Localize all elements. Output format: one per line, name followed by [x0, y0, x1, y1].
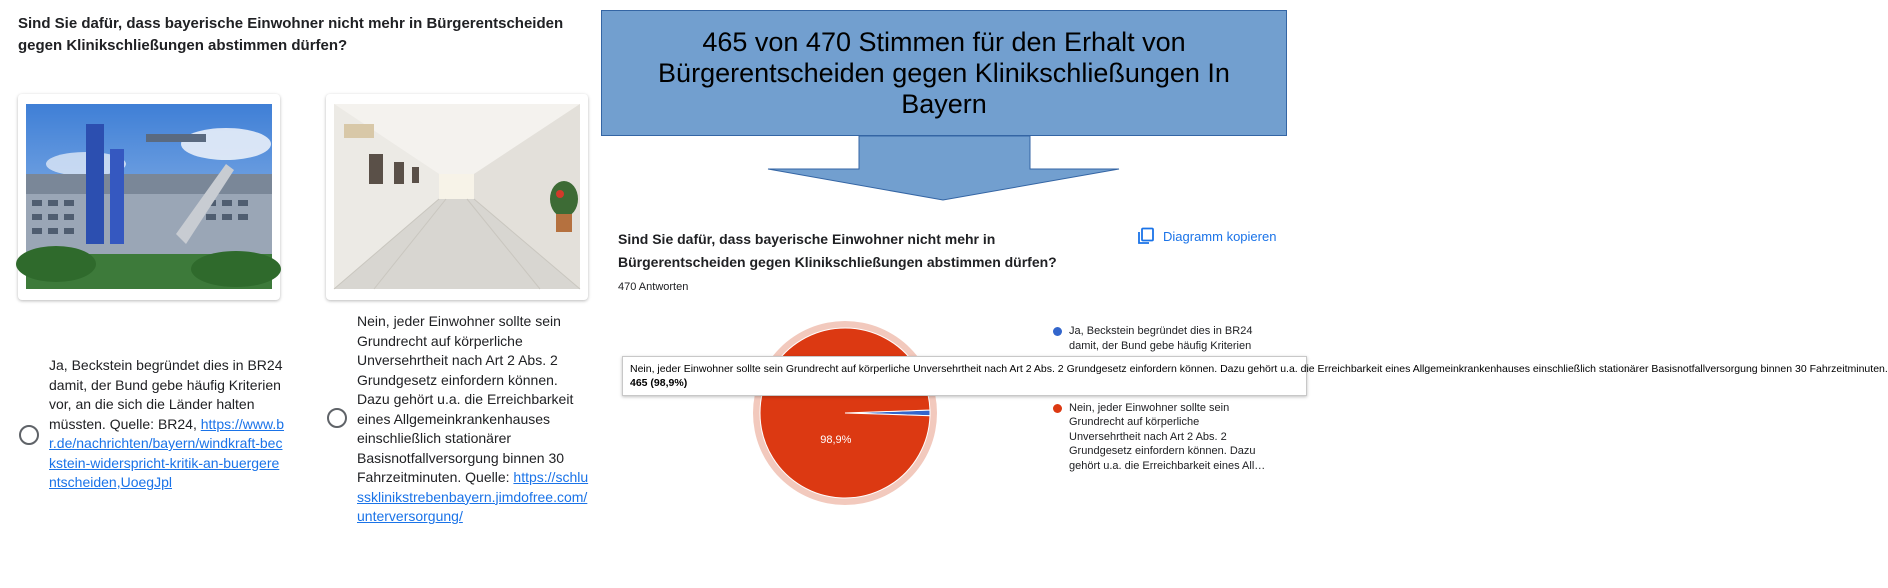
- option-a-link[interactable]: https://www.br.de/nachrichten/bayern/windkraft-beckstein-widerspricht-kritik-an-buergerentscheiden,UoegJpl: [49, 415, 285, 490]
- copy-icon: [1137, 227, 1155, 245]
- result-banner: [601, 10, 1287, 136]
- option-b-link[interactable]: https://schlussklinikstrebenbayern.jimdofree.com/unterversorgung/: [357, 469, 589, 524]
- hospital-corridor-photo: [334, 104, 580, 289]
- option-a-label: [49, 356, 285, 493]
- option-a-image-card: [18, 94, 280, 300]
- option-b-image-card: [326, 94, 588, 300]
- option-a-radio[interactable]: [19, 425, 39, 445]
- chart-legend: [1052, 324, 1282, 473]
- legend-nein-line-5: gehört u.a. die Erreichbarkeit eines All…: [1069, 459, 1266, 472]
- chart-tooltip: [622, 356, 1888, 396]
- pie-chart: [750, 318, 940, 508]
- option-b-radio[interactable]: [327, 408, 347, 428]
- legend-swatch-ja: [1053, 327, 1062, 336]
- legend-nein-line-1: Nein, jeder Einwohner sollte sein: [1069, 401, 1230, 414]
- legend-ja-line-1: Ja, Beckstein begründet dies in BR24: [1069, 325, 1253, 337]
- summary-question-title: Sind Sie dafür, dass bayerische Einwohner nicht mehr in Bürgerentscheiden gegen Klinikschließungen abstimmen dürfen?: [618, 231, 1057, 270]
- response-count: 470 Antworten: [618, 281, 689, 293]
- form-question-title: Sind Sie dafür, dass bayerische Einwohner nicht mehr in Bürgerentscheiden gegen Klinikschließungen abstimmen dürfen?: [18, 15, 564, 54]
- tooltip-value: 465 (98,9%): [630, 377, 688, 389]
- option-b-label: [357, 312, 593, 527]
- legend-nein-line-4: Grundgesetz einfordern können. Dazu: [1069, 445, 1256, 457]
- building-photo: [26, 104, 272, 289]
- copy-chart-label: Diagramm kopieren: [1163, 228, 1277, 244]
- legend-nein-line-2: Grundrecht auf körperliche: [1069, 416, 1200, 428]
- down-arrow: [745, 136, 1119, 202]
- pie-data-label: 98,9%: [820, 434, 852, 447]
- legend-ja-line-2: damit, der Bund gebe häufig Kriterien: [1069, 339, 1252, 352]
- banner-title: 465 von 470 Stimmen für den Erhalt von Bürgerentscheiden gegen Klinikschließungen In Bayern: [658, 26, 1230, 119]
- legend-nein-line-3: Unversehrtheit nach Art 2 Abs. 2: [1069, 430, 1227, 443]
- copy-chart-button[interactable]: [1137, 227, 1276, 245]
- legend-swatch-nein: [1053, 404, 1062, 413]
- legend-item-nein[interactable]: [1052, 401, 1282, 474]
- tooltip-label: Nein, jeder Einwohner sollte sein Grundrecht auf körperliche Unversehrtheit nach Art 2 Abs. 2 Grundgesetz einfordern können. Dazu gehört u.a. die Erreichbarkeit eines Allgemeinkrankenhauses einschließlich stationärer Basisnotfallversorgung binnen 30 Fahrzeitminuten.: [630, 363, 1888, 375]
- option-a-text: Ja, Beckstein begründet dies in BR24 damit, der Bund gebe häufig Kriterien vor, an die sich die Länder halten müssten. Quelle: BR24,: [49, 357, 283, 432]
- option-b-text: Nein, jeder Einwohner sollte sein Grundrecht auf körperliche Unversehrtheit nach Art 2 Abs. 2 Grundgesetz einfordern können. Dazu gehört u.a. die Erreichbarkeit eines Allgemeinkrankenhauses einschließlich stationärer Basisnotfallversorgung binnen 30 Fahrzeitminuten. Quelle:: [357, 313, 574, 485]
